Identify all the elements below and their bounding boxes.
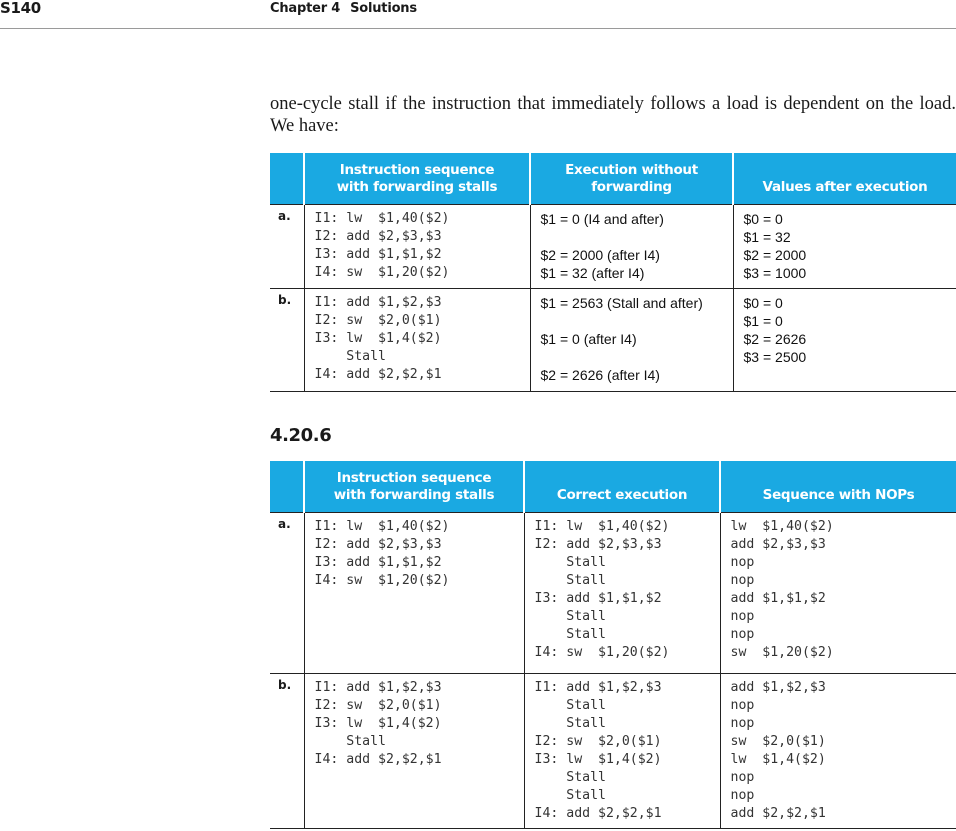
header-nops: Sequence with NOPs xyxy=(720,461,956,512)
header-label-cell xyxy=(270,461,304,512)
nop-sequence-cell: lw $1,40($2) add $2,$3,$3 nop nop add $1,$1,$2 nop nop sw $1,20($2) xyxy=(720,512,956,673)
sequence-cell: I1: add $1,$2,$3 I2: sw $2,0($1) I3: lw $1,4($2) Stall I4: add $2,$2,$1 xyxy=(304,673,524,828)
correct-execution-cell: I1: lw $1,40($2) I2: add $2,$3,$3 Stall Stall I3: add $1,$1,$2 Stall Stall I4: sw $1,20($2) xyxy=(524,512,720,673)
header-label-cell xyxy=(270,153,304,204)
row-label: b. xyxy=(270,288,304,391)
running-head xyxy=(270,1,417,16)
page-number: S140 xyxy=(0,0,41,17)
row-label: b. xyxy=(270,673,304,828)
chapter-label: Chapter 4 xyxy=(270,1,341,16)
sequence-cell: I1: add $1,$2,$3 I2: sw $2,0($1) I3: lw $1,4($2) Stall I4: add $2,$2,$1 xyxy=(304,288,530,391)
nop-table-4-20-6 xyxy=(270,461,956,829)
header-values: Values after execution xyxy=(733,153,956,204)
header-sequence: Instruction sequence with forwarding stalls xyxy=(304,461,524,512)
table-header-row xyxy=(270,461,956,512)
values-cell: $0 = 0 $1 = 0 $2 = 2626 $3 = 2500 xyxy=(733,288,956,391)
execution-cell: $1 = 0 (I4 and after) $2 = 2000 (after I4) $1 = 32 (after I4) xyxy=(530,204,733,288)
table-row xyxy=(270,512,956,673)
correct-execution-cell: I1: add $1,$2,$3 Stall Stall I2: sw $2,0($1) I3: lw $1,4($2) Stall Stall I4: add $2,$2,$1 xyxy=(524,673,720,828)
nop-sequence-cell: add $1,$2,$3 nop nop sw $2,0($1) lw $1,4($2) nop nop add $2,$2,$1 xyxy=(720,673,956,828)
intro-paragraph: one-cycle stall if the instruction that immediately follows a load is dependent on the load. We have: xyxy=(270,94,956,136)
section-heading: 4.20.6 xyxy=(270,425,332,446)
section-label: Solutions xyxy=(350,1,417,16)
header-execution: Execution without forwarding xyxy=(530,153,733,204)
row-label: a. xyxy=(270,204,304,288)
header-sequence: Instruction sequence with forwarding stalls xyxy=(304,153,530,204)
sequence-cell: I1: lw $1,40($2) I2: add $2,$3,$3 I3: add $1,$1,$2 I4: sw $1,20($2) xyxy=(304,512,524,673)
sequence-cell: I1: lw $1,40($2) I2: add $2,$3,$3 I3: add $1,$1,$2 I4: sw $1,20($2) xyxy=(304,204,530,288)
values-cell: $0 = 0 $1 = 32 $2 = 2000 $3 = 1000 xyxy=(733,204,956,288)
results-table-4-20-5 xyxy=(270,153,956,392)
table-row xyxy=(270,288,956,391)
execution-cell: $1 = 2563 (Stall and after) $1 = 0 (after I4) $2 = 2626 (after I4) xyxy=(530,288,733,391)
table-row xyxy=(270,673,956,828)
page-header xyxy=(0,0,956,29)
table-header-row xyxy=(270,153,956,204)
row-label: a. xyxy=(270,512,304,673)
header-correct-execution: Correct execution xyxy=(524,461,720,512)
table-row xyxy=(270,204,956,288)
